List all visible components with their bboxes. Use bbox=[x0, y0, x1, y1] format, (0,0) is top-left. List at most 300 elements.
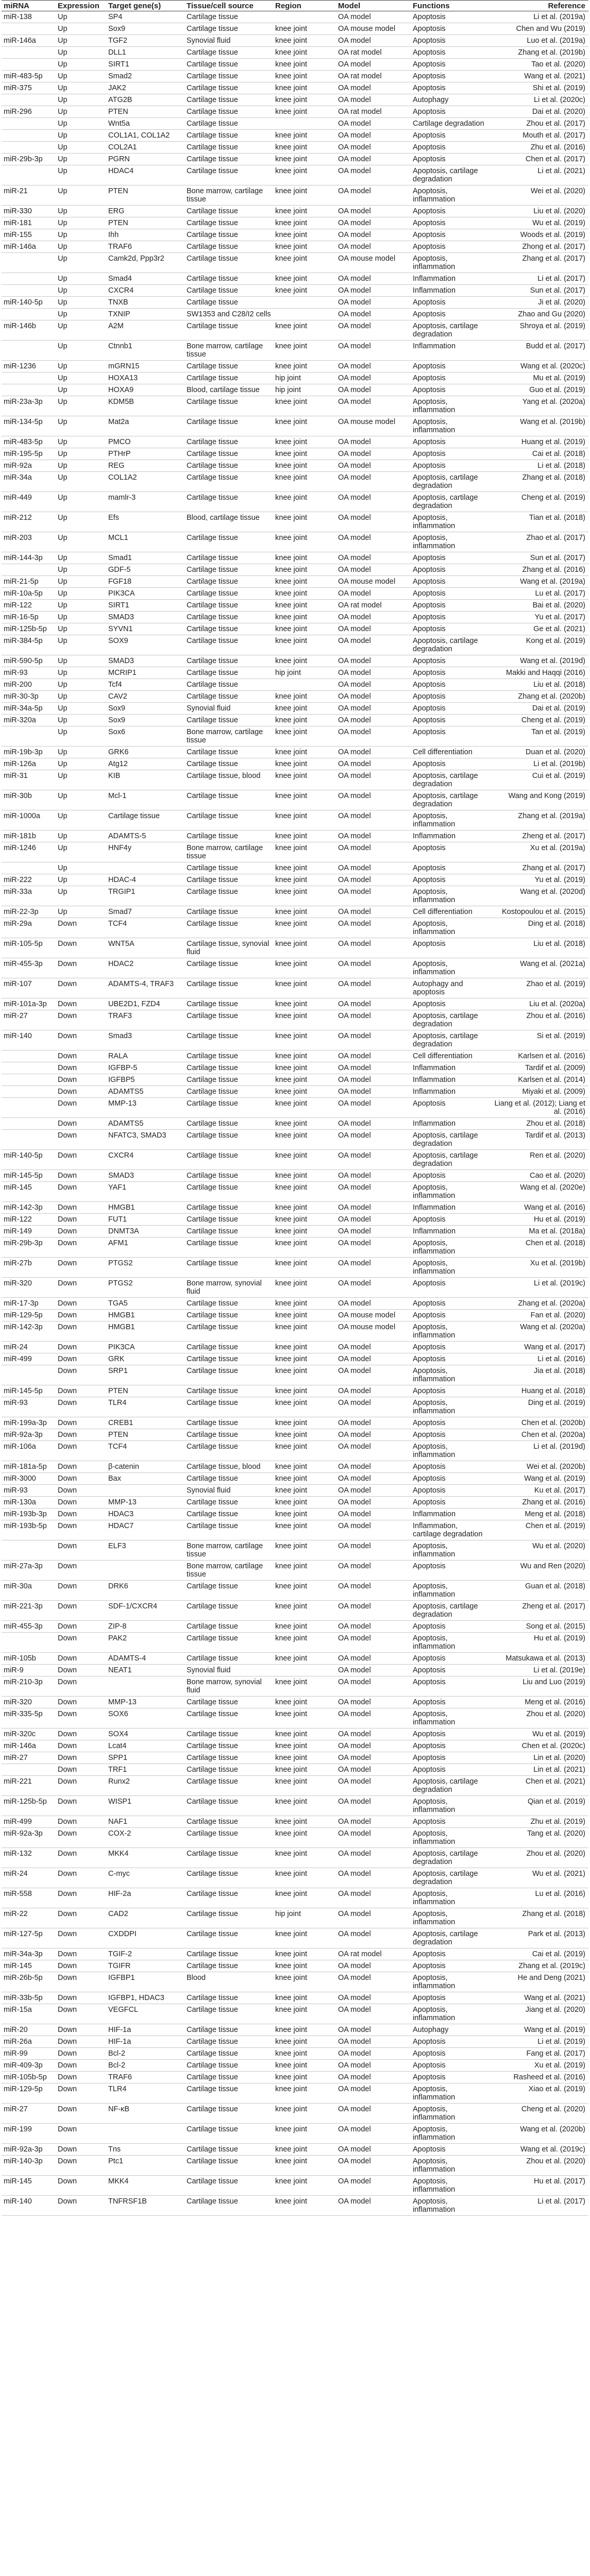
cell-model: OA mouse model bbox=[336, 1310, 411, 1321]
cell-expression: Down bbox=[56, 1441, 106, 1461]
cell-expression: Down bbox=[56, 1050, 106, 1062]
cell-model: OA model bbox=[336, 512, 411, 532]
cell-tissue-cell-source: Cartilage tissue bbox=[184, 1928, 273, 1948]
cell-reference: Huang et al. (2018) bbox=[488, 1385, 588, 1397]
cell-tissue-cell-source: Cartilage tissue bbox=[184, 862, 273, 874]
cell-reference: Tian et al. (2018) bbox=[488, 512, 588, 532]
cell-reference: Ku et al. (2017) bbox=[488, 1485, 588, 1497]
cell-tissue-cell-source: Cartilage tissue bbox=[184, 229, 273, 241]
cell-model: OA model bbox=[336, 691, 411, 703]
cell-reference: Zhang et al. (2019b) bbox=[488, 47, 588, 59]
cell-expression: Down bbox=[56, 1086, 106, 1098]
cell-functions: Apoptosis, inflammation bbox=[411, 2004, 488, 2024]
cell-functions: Apoptosis bbox=[411, 862, 488, 874]
table-row bbox=[2, 1342, 588, 1353]
cell-model: OA mouse model bbox=[336, 576, 411, 588]
cell-functions: Apoptosis bbox=[411, 241, 488, 253]
cell-model: OA model bbox=[336, 1520, 411, 1540]
cell-mirna: miR-93 bbox=[2, 667, 56, 679]
cell-functions: Apoptosis, inflammation bbox=[411, 1182, 488, 1202]
cell-region: knee joint bbox=[273, 1676, 336, 1697]
cell-expression: Up bbox=[56, 635, 106, 655]
cell-functions: Apoptosis, inflammation bbox=[411, 2176, 488, 2196]
cell-model: OA model bbox=[336, 1581, 411, 1601]
table-row bbox=[2, 1972, 588, 1992]
cell-region: knee joint bbox=[273, 142, 336, 154]
cell-mirna: miR-590-5p bbox=[2, 655, 56, 667]
cell-model: OA model bbox=[336, 2060, 411, 2072]
cell-reference: Wu and Ren (2020) bbox=[488, 1561, 588, 1581]
cell-functions: Apoptosis bbox=[411, 1992, 488, 2004]
cell-functions: Apoptosis bbox=[411, 1353, 488, 1365]
cell-target-genes: CXCR4 bbox=[106, 1150, 184, 1170]
cell-reference: Li et al. (2017) bbox=[488, 273, 588, 285]
cell-reference: Li et al. (2019b) bbox=[488, 758, 588, 770]
cell-model: OA model bbox=[336, 1676, 411, 1697]
cell-model: OA model bbox=[336, 436, 411, 448]
table-row bbox=[2, 1740, 588, 1752]
cell-mirna: miR-30a bbox=[2, 1581, 56, 1601]
cell-tissue-cell-source: Cartilage tissue bbox=[184, 958, 273, 978]
cell-mirna bbox=[2, 1540, 56, 1561]
table-row bbox=[2, 576, 588, 588]
cell-tissue-cell-source: Cartilage tissue bbox=[184, 1816, 273, 1828]
cell-functions: Apoptosis, inflammation bbox=[411, 1258, 488, 1278]
cell-expression: Up bbox=[56, 253, 106, 273]
cell-functions: Apoptosis bbox=[411, 1342, 488, 1353]
cell-expression: Down bbox=[56, 2083, 106, 2104]
cell-region: knee joint bbox=[273, 842, 336, 862]
table-row bbox=[2, 623, 588, 635]
cell-tissue-cell-source: Cartilage tissue bbox=[184, 2156, 273, 2176]
cell-expression: Down bbox=[56, 2024, 106, 2036]
cell-functions: Apoptosis bbox=[411, 1170, 488, 1182]
cell-model: OA model bbox=[336, 1086, 411, 1098]
cell-functions: Inflammation bbox=[411, 273, 488, 285]
cell-tissue-cell-source: Bone marrow, cartilage tissue bbox=[184, 1540, 273, 1561]
cell-region: knee joint bbox=[273, 1150, 336, 1170]
cell-mirna: miR-29b-3p bbox=[2, 154, 56, 165]
cell-reference: Cui et al. (2019) bbox=[488, 770, 588, 790]
cell-reference: Li et al. (2016) bbox=[488, 1353, 588, 1365]
cell-region: knee joint bbox=[273, 1098, 336, 1118]
cell-tissue-cell-source: Cartilage tissue bbox=[184, 1581, 273, 1601]
cell-tissue-cell-source: Cartilage tissue bbox=[184, 106, 273, 118]
cell-tissue-cell-source: Cartilage tissue bbox=[184, 612, 273, 623]
cell-reference: Yu et al. (2019) bbox=[488, 874, 588, 886]
cell-reference: Woods et al. (2019) bbox=[488, 229, 588, 241]
cell-tissue-cell-source: Cartilage tissue bbox=[184, 1708, 273, 1728]
cell-mirna: miR-130a bbox=[2, 1497, 56, 1509]
cell-reference: Wei et al. (2020) bbox=[488, 185, 588, 206]
cell-model: OA model bbox=[336, 918, 411, 938]
table-row bbox=[2, 1848, 588, 1868]
cell-expression: Down bbox=[56, 1868, 106, 1888]
cell-functions: Inflammation bbox=[411, 1074, 488, 1086]
cell-region: knee joint bbox=[273, 635, 336, 655]
cell-tissue-cell-source: Bone marrow, cartilage tissue bbox=[184, 185, 273, 206]
cell-region: knee joint bbox=[273, 1992, 336, 2004]
cell-model: OA mouse model bbox=[336, 1321, 411, 1342]
cell-tissue-cell-source: Cartilage tissue bbox=[184, 1074, 273, 1086]
cell-target-genes: PTEN bbox=[106, 217, 184, 229]
cell-expression: Down bbox=[56, 1226, 106, 1238]
cell-region: knee joint bbox=[273, 1728, 336, 1740]
cell-functions: Apoptosis, inflammation bbox=[411, 810, 488, 831]
cell-mirna: miR-140 bbox=[2, 2196, 56, 2216]
cell-reference: Wu et al. (2020) bbox=[488, 1540, 588, 1561]
cell-expression: Up bbox=[56, 23, 106, 35]
cell-functions: Apoptosis, inflammation bbox=[411, 1972, 488, 1992]
cell-expression: Down bbox=[56, 2104, 106, 2124]
cell-expression: Down bbox=[56, 1342, 106, 1353]
cell-mirna: miR-181b bbox=[2, 831, 56, 842]
cell-model: OA model bbox=[336, 2036, 411, 2048]
cell-functions: Apoptosis bbox=[411, 1214, 488, 1226]
table-row bbox=[2, 790, 588, 810]
cell-expression: Up bbox=[56, 71, 106, 82]
cell-reference: Zheng et al. (2017) bbox=[488, 1601, 588, 1621]
cell-model: OA model bbox=[336, 2104, 411, 2124]
cell-reference: Rasheed et al. (2016) bbox=[488, 2072, 588, 2083]
cell-region: knee joint bbox=[273, 185, 336, 206]
cell-region: knee joint bbox=[273, 2036, 336, 2048]
cell-mirna: miR-92a-3p bbox=[2, 1429, 56, 1441]
cell-region: knee joint bbox=[273, 564, 336, 576]
cell-model: OA model bbox=[336, 588, 411, 600]
cell-model: OA model bbox=[336, 906, 411, 918]
cell-region: knee joint bbox=[273, 1928, 336, 1948]
cell-mirna: miR-17-3p bbox=[2, 1298, 56, 1310]
cell-expression: Up bbox=[56, 906, 106, 918]
cell-model: OA model bbox=[336, 1728, 411, 1740]
cell-expression: Down bbox=[56, 1010, 106, 1030]
cell-region: knee joint bbox=[273, 1581, 336, 1601]
cell-tissue-cell-source: Cartilage tissue bbox=[184, 1653, 273, 1665]
cell-target-genes: IGFBP5 bbox=[106, 1074, 184, 1086]
cell-tissue-cell-source: Cartilage tissue bbox=[184, 532, 273, 552]
cell-target-genes: A2M bbox=[106, 320, 184, 341]
cell-target-genes: TGIFR bbox=[106, 1960, 184, 1972]
cell-region: knee joint bbox=[273, 1520, 336, 1540]
cell-model: OA model bbox=[336, 715, 411, 726]
cell-expression: Up bbox=[56, 842, 106, 862]
cell-reference: Meng et al. (2016) bbox=[488, 1697, 588, 1708]
cell-model: OA rat model bbox=[336, 600, 411, 612]
cell-model: OA model bbox=[336, 1130, 411, 1150]
cell-target-genes: TNXB bbox=[106, 297, 184, 309]
cell-model: OA model bbox=[336, 1764, 411, 1776]
cell-region: knee joint bbox=[273, 512, 336, 532]
cell-target-genes: Cartilage tissue bbox=[106, 810, 184, 831]
cell-region: knee joint bbox=[273, 1764, 336, 1776]
cell-model: OA model bbox=[336, 35, 411, 47]
cell-tissue-cell-source: Blood bbox=[184, 1972, 273, 1992]
cell-mirna: miR-23a-3p bbox=[2, 396, 56, 416]
cell-reference: Zhong et al. (2017) bbox=[488, 241, 588, 253]
table-row bbox=[2, 1509, 588, 1520]
table-row bbox=[2, 1796, 588, 1816]
cell-functions: Apoptosis, cartilage degradation bbox=[411, 492, 488, 512]
column-header-functions: Functions bbox=[411, 1, 488, 11]
cell-functions: Apoptosis, inflammation bbox=[411, 1633, 488, 1653]
cell-functions: Apoptosis bbox=[411, 1497, 488, 1509]
cell-tissue-cell-source: Cartilage tissue bbox=[184, 448, 273, 460]
cell-region: knee joint bbox=[273, 938, 336, 958]
cell-functions: Apoptosis bbox=[411, 1653, 488, 1665]
cell-target-genes: HDAC4 bbox=[106, 165, 184, 185]
cell-model: OA model bbox=[336, 1030, 411, 1050]
cell-functions: Apoptosis bbox=[411, 758, 488, 770]
cell-mirna: miR-140-3p bbox=[2, 2156, 56, 2176]
cell-reference: Wang et al. (2021a) bbox=[488, 958, 588, 978]
cell-region: knee joint bbox=[273, 361, 336, 372]
cell-expression: Up bbox=[56, 874, 106, 886]
cell-functions: Apoptosis bbox=[411, 842, 488, 862]
cell-mirna: miR-105-5p bbox=[2, 938, 56, 958]
cell-tissue-cell-source: Cartilage tissue, synovial fluid bbox=[184, 938, 273, 958]
table-row bbox=[2, 396, 588, 416]
cell-expression: Down bbox=[56, 1202, 106, 1214]
cell-reference: Fan et al. (2020) bbox=[488, 1310, 588, 1321]
cell-tissue-cell-source: Cartilage tissue bbox=[184, 998, 273, 1010]
cell-expression: Up bbox=[56, 460, 106, 472]
cell-region: knee joint bbox=[273, 1948, 336, 1960]
cell-mirna: miR-499 bbox=[2, 1816, 56, 1828]
cell-reference: Liu and Luo (2019) bbox=[488, 1676, 588, 1697]
cell-target-genes: TXNIP bbox=[106, 309, 184, 320]
cell-expression: Up bbox=[56, 273, 106, 285]
cell-target-genes: TLR4 bbox=[106, 1397, 184, 1417]
cell-functions: Apoptosis bbox=[411, 2060, 488, 2072]
table-row bbox=[2, 436, 588, 448]
cell-target-genes: CXDDPI bbox=[106, 1928, 184, 1948]
table-row bbox=[2, 2036, 588, 2048]
cell-model: OA model bbox=[336, 1182, 411, 1202]
cell-model: OA model bbox=[336, 372, 411, 384]
cell-model: OA model bbox=[336, 1908, 411, 1928]
table-row bbox=[2, 1633, 588, 1653]
cell-expression: Up bbox=[56, 770, 106, 790]
cell-region: knee joint bbox=[273, 1752, 336, 1764]
cell-expression: Up bbox=[56, 472, 106, 492]
cell-target-genes: Sox9 bbox=[106, 715, 184, 726]
cell-functions: Apoptosis bbox=[411, 1461, 488, 1473]
cell-region: knee joint bbox=[273, 1086, 336, 1098]
cell-functions: Apoptosis bbox=[411, 588, 488, 600]
cell-reference: Qian et al. (2019) bbox=[488, 1796, 588, 1816]
table-row bbox=[2, 874, 588, 886]
cell-region: knee joint bbox=[273, 758, 336, 770]
cell-expression: Up bbox=[56, 384, 106, 396]
cell-tissue-cell-source: Cartilage tissue bbox=[184, 886, 273, 906]
cell-target-genes bbox=[106, 1485, 184, 1497]
cell-mirna bbox=[2, 285, 56, 297]
column-header-target-genes: Target gene(s) bbox=[106, 1, 184, 11]
cell-mirna: miR-15a bbox=[2, 2004, 56, 2024]
cell-region: knee joint bbox=[273, 436, 336, 448]
cell-expression: Up bbox=[56, 297, 106, 309]
cell-model: OA mouse model bbox=[336, 416, 411, 436]
cell-mirna: miR-195-5p bbox=[2, 448, 56, 460]
cell-functions: Apoptosis, cartilage degradation bbox=[411, 770, 488, 790]
cell-region: knee joint bbox=[273, 576, 336, 588]
cell-region: knee joint bbox=[273, 1170, 336, 1182]
table-row bbox=[2, 1908, 588, 1928]
cell-functions: Apoptosis bbox=[411, 448, 488, 460]
cell-target-genes: SPP1 bbox=[106, 1752, 184, 1764]
cell-expression: Up bbox=[56, 154, 106, 165]
cell-model: OA model bbox=[336, 1098, 411, 1118]
cell-functions: Apoptosis bbox=[411, 691, 488, 703]
cell-model: OA model bbox=[336, 1074, 411, 1086]
cell-expression: Down bbox=[56, 1298, 106, 1310]
cell-target-genes: SIRT1 bbox=[106, 59, 184, 71]
cell-model: OA model bbox=[336, 82, 411, 94]
cell-tissue-cell-source: Cartilage tissue bbox=[184, 2060, 273, 2072]
cell-model: OA model bbox=[336, 2156, 411, 2176]
cell-mirna bbox=[2, 1062, 56, 1074]
cell-functions: Apoptosis, inflammation bbox=[411, 1238, 488, 1258]
table-row bbox=[2, 1948, 588, 1960]
cell-model: OA model bbox=[336, 1960, 411, 1972]
cell-expression: Down bbox=[56, 1740, 106, 1752]
cell-mirna: miR-1236 bbox=[2, 361, 56, 372]
table-row bbox=[2, 106, 588, 118]
table-row bbox=[2, 154, 588, 165]
cell-expression: Down bbox=[56, 1992, 106, 2004]
cell-target-genes: PAK2 bbox=[106, 1633, 184, 1653]
cell-model: OA model bbox=[336, 886, 411, 906]
cell-expression: Down bbox=[56, 1321, 106, 1342]
cell-reference: Chen et al. (2020c) bbox=[488, 1740, 588, 1752]
cell-region: knee joint bbox=[273, 1653, 336, 1665]
cell-mirna: miR-221-3p bbox=[2, 1601, 56, 1621]
table-row bbox=[2, 1278, 588, 1298]
cell-reference: Wang et al. (2019c) bbox=[488, 2144, 588, 2156]
cell-expression: Down bbox=[56, 2004, 106, 2024]
cell-target-genes: HNF4y bbox=[106, 842, 184, 862]
cell-region: knee joint bbox=[273, 229, 336, 241]
cell-expression: Up bbox=[56, 623, 106, 635]
table-row bbox=[2, 2124, 588, 2144]
cell-reference: Ding et al. (2018) bbox=[488, 918, 588, 938]
cell-expression: Down bbox=[56, 1258, 106, 1278]
cell-expression: Up bbox=[56, 11, 106, 23]
cell-target-genes: ADAMTS-4, TRAF3 bbox=[106, 978, 184, 998]
cell-tissue-cell-source: Cartilage tissue bbox=[184, 1948, 273, 1960]
cell-expression: Up bbox=[56, 309, 106, 320]
cell-functions: Apoptosis bbox=[411, 612, 488, 623]
table-row bbox=[2, 285, 588, 297]
cell-tissue-cell-source: Cartilage tissue bbox=[184, 667, 273, 679]
cell-expression: Up bbox=[56, 59, 106, 71]
cell-model: OA model bbox=[336, 165, 411, 185]
column-header-reference: Reference bbox=[488, 1, 588, 11]
cell-tissue-cell-source: Cartilage tissue bbox=[184, 361, 273, 372]
cell-region: knee joint bbox=[273, 1118, 336, 1130]
cell-tissue-cell-source: Cartilage tissue bbox=[184, 1740, 273, 1752]
cell-expression: Down bbox=[56, 1074, 106, 1086]
cell-functions: Apoptosis, inflammation bbox=[411, 2124, 488, 2144]
cell-model: OA model bbox=[336, 492, 411, 512]
cell-reference: Ding et al. (2019) bbox=[488, 1397, 588, 1417]
cell-model: OA model bbox=[336, 59, 411, 71]
cell-mirna: miR-93 bbox=[2, 1485, 56, 1497]
cell-model: OA model bbox=[336, 130, 411, 142]
cell-target-genes bbox=[106, 1676, 184, 1697]
mirna-table bbox=[2, 0, 588, 2216]
cell-model: OA model bbox=[336, 2196, 411, 2216]
cell-mirna: miR-145 bbox=[2, 1182, 56, 1202]
cell-tissue-cell-source: Cartilage tissue bbox=[184, 1429, 273, 1441]
cell-model: OA model bbox=[336, 842, 411, 862]
cell-mirna: miR-26a bbox=[2, 2036, 56, 2048]
cell-model: OA model bbox=[336, 118, 411, 130]
table-row bbox=[2, 1601, 588, 1621]
cell-region: knee joint bbox=[273, 320, 336, 341]
cell-functions: Apoptosis bbox=[411, 1665, 488, 1676]
table-row bbox=[2, 1238, 588, 1258]
cell-functions: Apoptosis bbox=[411, 1621, 488, 1633]
cell-model: OA model bbox=[336, 1697, 411, 1708]
cell-expression: Down bbox=[56, 1848, 106, 1868]
cell-model: OA model bbox=[336, 1601, 411, 1621]
cell-expression: Down bbox=[56, 1365, 106, 1385]
cell-target-genes: CXCR4 bbox=[106, 285, 184, 297]
table-row bbox=[2, 241, 588, 253]
cell-model: OA model bbox=[336, 1752, 411, 1764]
cell-mirna bbox=[2, 165, 56, 185]
table-row bbox=[2, 1030, 588, 1050]
cell-mirna: miR-203 bbox=[2, 532, 56, 552]
cell-target-genes: Wnt5a bbox=[106, 118, 184, 130]
cell-target-genes: SRP1 bbox=[106, 1365, 184, 1385]
cell-region: knee joint bbox=[273, 1540, 336, 1561]
cell-region: knee joint bbox=[273, 2104, 336, 2124]
table-row bbox=[2, 2072, 588, 2083]
cell-tissue-cell-source: SW1353 and C28/I2 cells bbox=[184, 309, 273, 320]
cell-expression: Down bbox=[56, 1509, 106, 1520]
cell-model: OA model bbox=[336, 2048, 411, 2060]
cell-region bbox=[273, 679, 336, 691]
cell-expression: Down bbox=[56, 1417, 106, 1429]
cell-functions: Apoptosis bbox=[411, 309, 488, 320]
cell-tissue-cell-source: Cartilage tissue bbox=[184, 1796, 273, 1816]
cell-region: knee joint bbox=[273, 703, 336, 715]
cell-region: knee joint bbox=[273, 831, 336, 842]
cell-reference: Lin et al. (2020) bbox=[488, 1752, 588, 1764]
cell-region: knee joint bbox=[273, 1697, 336, 1708]
table-row bbox=[2, 185, 588, 206]
cell-expression: Up bbox=[56, 862, 106, 874]
cell-reference: Zhao and Gu (2020) bbox=[488, 309, 588, 320]
cell-target-genes: HDAC2 bbox=[106, 958, 184, 978]
table-row bbox=[2, 512, 588, 532]
cell-functions: Cartilage degradation bbox=[411, 118, 488, 130]
cell-region: knee joint bbox=[273, 241, 336, 253]
cell-functions: Apoptosis bbox=[411, 1561, 488, 1581]
cell-expression: Down bbox=[56, 2176, 106, 2196]
cell-expression: Down bbox=[56, 2072, 106, 2083]
table-row bbox=[2, 1697, 588, 1708]
cell-tissue-cell-source: Cartilage tissue bbox=[184, 47, 273, 59]
cell-target-genes: SMAD3 bbox=[106, 655, 184, 667]
cell-functions: Apoptosis bbox=[411, 71, 488, 82]
cell-reference: Tardif et al. (2009) bbox=[488, 1062, 588, 1074]
cell-tissue-cell-source: Bone marrow, cartilage tissue bbox=[184, 842, 273, 862]
table-row bbox=[2, 1561, 588, 1581]
